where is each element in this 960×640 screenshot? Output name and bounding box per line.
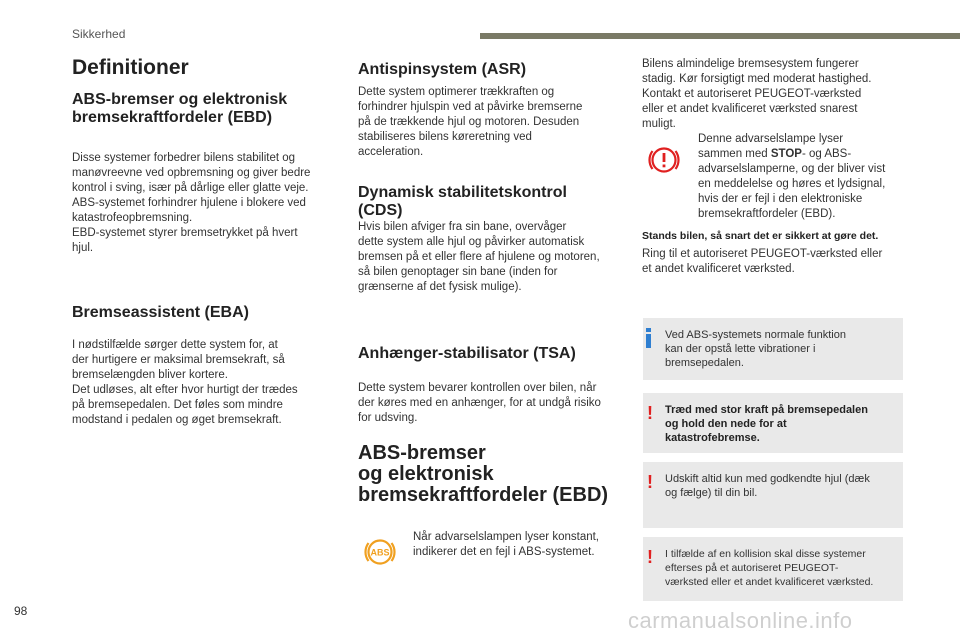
abs-section-heading: ABS-bremser og elektronisk bremsekraftfordeler (EBD) — [358, 442, 609, 506]
tsa-heading: Anhænger-stabilisator (TSA) — [358, 345, 576, 362]
abs-ebd-heading: ABS-bremser og elektronisk bremsekraftfordeler (EBD) — [72, 91, 288, 126]
warning-icon: ! — [647, 547, 653, 567]
eba-heading: Bremseassistent (EBA) — [72, 304, 249, 321]
stop-vehicle-instruction: Stands bilen, så snart det er sikkert at gøre det. — [642, 230, 879, 242]
stop-text-before: Denne advarselslampe lyser sammen med — [698, 133, 844, 160]
warning-box-text: Træd med stor kraft på bremsepedalen og hold den nede for at katastrofebremse. — [665, 404, 868, 444]
header-bar — [480, 33, 960, 39]
abs-lamp-label: ABS — [370, 547, 390, 558]
asr-heading: Antispinsystem (ASR) — [358, 61, 527, 78]
wheels-box-text: Udskift altid kun med godkendte hjul (dæk og fælge) til din bil. — [665, 473, 870, 499]
cds-heading: Dynamisk stabilitetskontrol (CDS) — [358, 184, 567, 219]
stop-word: STOP — [770, 148, 802, 160]
abs-warning-lamp-icon — [362, 534, 398, 570]
abs-ebd-paragraph: Disse systemer forbedrer bilens stabilitet og manøvreevne ved opbremsning og giver bedre kontrol i sving, især på dårlige eller glatte veje. ABS-systemet forhindrer hjulene i blokere ved katastrofeopbremsning. EBD-systemet styrer bremsetrykket på hvert hjul. — [72, 152, 311, 254]
warning-icon: ! — [647, 403, 653, 423]
asr-paragraph: Dette system optimerer trækkraften og forhindrer hjulspin ved at påvirke bremserne på de trækkende hjul og motoren. Desuden stabiliseres bilens køreretning ved acceleration. — [358, 86, 583, 158]
warning-box-collision — [643, 537, 903, 601]
info-box-text: Ved ABS-systemets normale funktion kan der opstå lette vibrationer i bremsepedalen. — [665, 329, 846, 369]
abs-lamp-paragraph: Når advarselslampen lyser konstant, indikerer det en fejl i ABS-systemet. — [413, 531, 599, 558]
warning-box-emergency-brake — [643, 393, 903, 453]
cds-paragraph: Hvis bilen afviger fra sin bane, overvåger dette system alle hjul og påvirker automatisk bremsen på et eller flere af hjulene og motoren, så bilen genoptager sin bane (inden for grænserne af det fysisk mulige). — [358, 221, 600, 293]
tsa-paragraph: Dette system bevarer kontrollen over bilen, når der køres med en anhænger, for at undgå risiko for udsving. — [358, 382, 601, 424]
watermark: carmanualsonline.info — [628, 608, 853, 633]
info-box-vibrations — [643, 318, 903, 380]
page-number: 98 — [14, 604, 28, 618]
call-workshop-paragraph: Ring til et autoriseret PEUGEOT-værksted eller et andet kvalificeret værksted. — [642, 248, 883, 275]
warning-icon: ! — [647, 472, 653, 492]
intro-paragraph: Bilens almindelige bremsesystem fungerer stadig. Kør forsigtigt med moderat hastighed. Kontakt et autoriseret PEUGEOT-værksted eller et andet kvalificeret værksted snarest muligt. — [642, 58, 872, 130]
collision-box-text: I tilfælde af en kollision skal disse systemer efterses på et autoriseret PEUGEOT- værksted eller et andet kvalificeret værksted. — [665, 548, 874, 588]
stop-warning-lamp-icon — [646, 142, 682, 178]
stop-text-after: - og ABS- advarselslamperne, og der bliver vist en meddelelse og høres et lydsignal, hvis der er fejl i den elektroniske bremsekraftfordeler (EBD). — [698, 148, 886, 220]
section-label: Sikkerhed — [72, 27, 126, 41]
warning-box-wheels — [643, 462, 903, 528]
stop-lamp-paragraph — [698, 132, 913, 222]
info-icon — [646, 328, 651, 348]
page-title: Definitioner — [72, 56, 189, 79]
eba-paragraph: I nødstilfælde sørger dette system for, at der hurtigere er maksimal bremsekraft, så bremselængden bliver kortere. Det udløses, alt efter hvor hurtigt der trædes på bremsepedalen. Det føles som mindre modstand i pedalen og øget bremsekraft. — [72, 339, 298, 426]
